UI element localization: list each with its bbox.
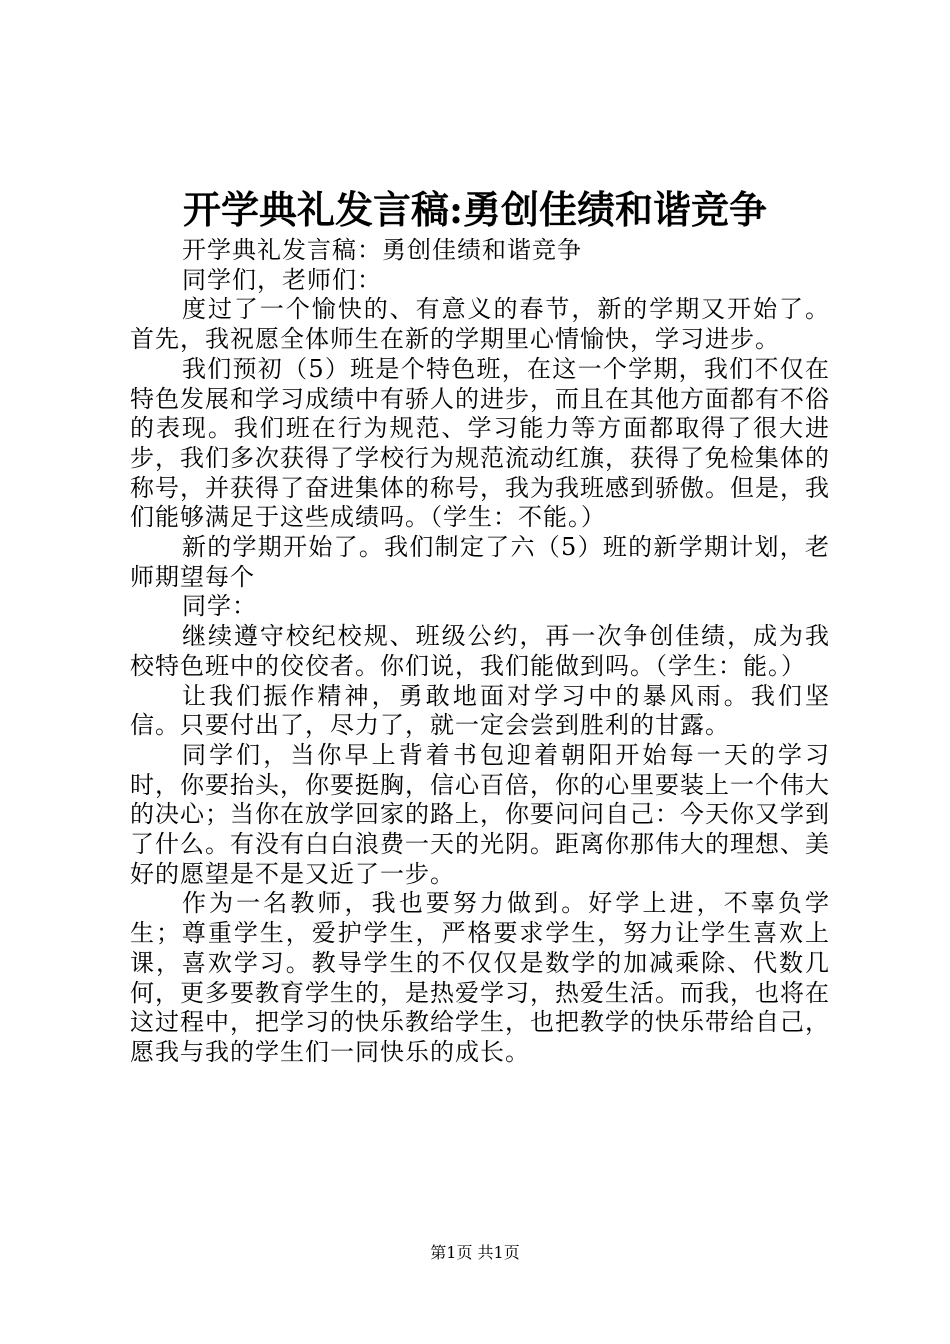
paragraph-salutation: 同学们，老师们： bbox=[182, 265, 382, 294]
paragraph-students: 同学： bbox=[182, 592, 257, 621]
paragraph-heading-repeat: 开学典礼发言稿：勇创佳绩和谐竞争 bbox=[182, 236, 582, 264]
document-title: 开学典礼发言稿:勇创佳绩和谐竞争 bbox=[182, 187, 768, 232]
paragraph-new-plan: 新的学期开始了。我们制定了六（5）班的新学期计划，老师期望每个 bbox=[130, 533, 830, 591]
document-body bbox=[130, 236, 830, 1068]
paragraph-daily-study: 同学们，当你早上背着书包迎着朝阳开始每一天的学习时，你要抬头，你要挺胸，信心百倍，你的心里要装上一个伟大的决心；当你在放学回家的路上，你要问问自己：今天你又学到了什么。有没有白白浪费一天的光阴。距离你那伟大的理想、美好的愿望是不是又近了一步。 bbox=[130, 740, 830, 888]
paragraph-class-achievements: 我们预初（5）班是个特色班，在这一个学期，我们不仅在特色发展和学习成绩中有骄人的进步，而且在其他方面都有不俗的表现。我们班在行为规范、学习能力等方面都取得了很大进步，我们多次获得了学校行为规范流动红旗，获得了免检集体的称号，并获得了奋进集体的称号，我为我班感到骄傲。但是，我们能够满足于这些成绩吗。（学生：不能。） bbox=[130, 354, 830, 532]
page-footer: 第1页 共1页 bbox=[430, 1243, 520, 1262]
paragraph-teacher-pledge: 作为一名教师，我也要努力做到。好学上进，不辜负学生；尊重学生，爱护学生，严格要求学生，努力让学生喜欢上课，喜欢学习。教导学生的不仅仅是数学的加减乘除、代数几何，更多要教育学生的，是热爱学习，热爱生活。而我，也将在这过程中，把学习的快乐教给学生，也把教学的快乐带给自己，愿我与我的学生们一同快乐的成长。 bbox=[130, 889, 830, 1066]
paragraph-rules: 继续遵守校纪校规、班级公约，再一次争创佳绩，成为我校特色班中的佼佼者。你们说，我们能做到吗。（学生：能。） bbox=[130, 622, 830, 680]
paragraph-encouragement: 让我们振作精神，勇敢地面对学习中的暴风雨。我们坚信。只要付出了，尽力了，就一定会尝到胜利的甘露。 bbox=[130, 681, 830, 740]
paragraph-new-term: 度过了一个愉快的、有意义的春节，新的学期又开始了。首先，我祝愿全体师生在新的学期里心情愉快，学习进步。 bbox=[130, 295, 830, 354]
